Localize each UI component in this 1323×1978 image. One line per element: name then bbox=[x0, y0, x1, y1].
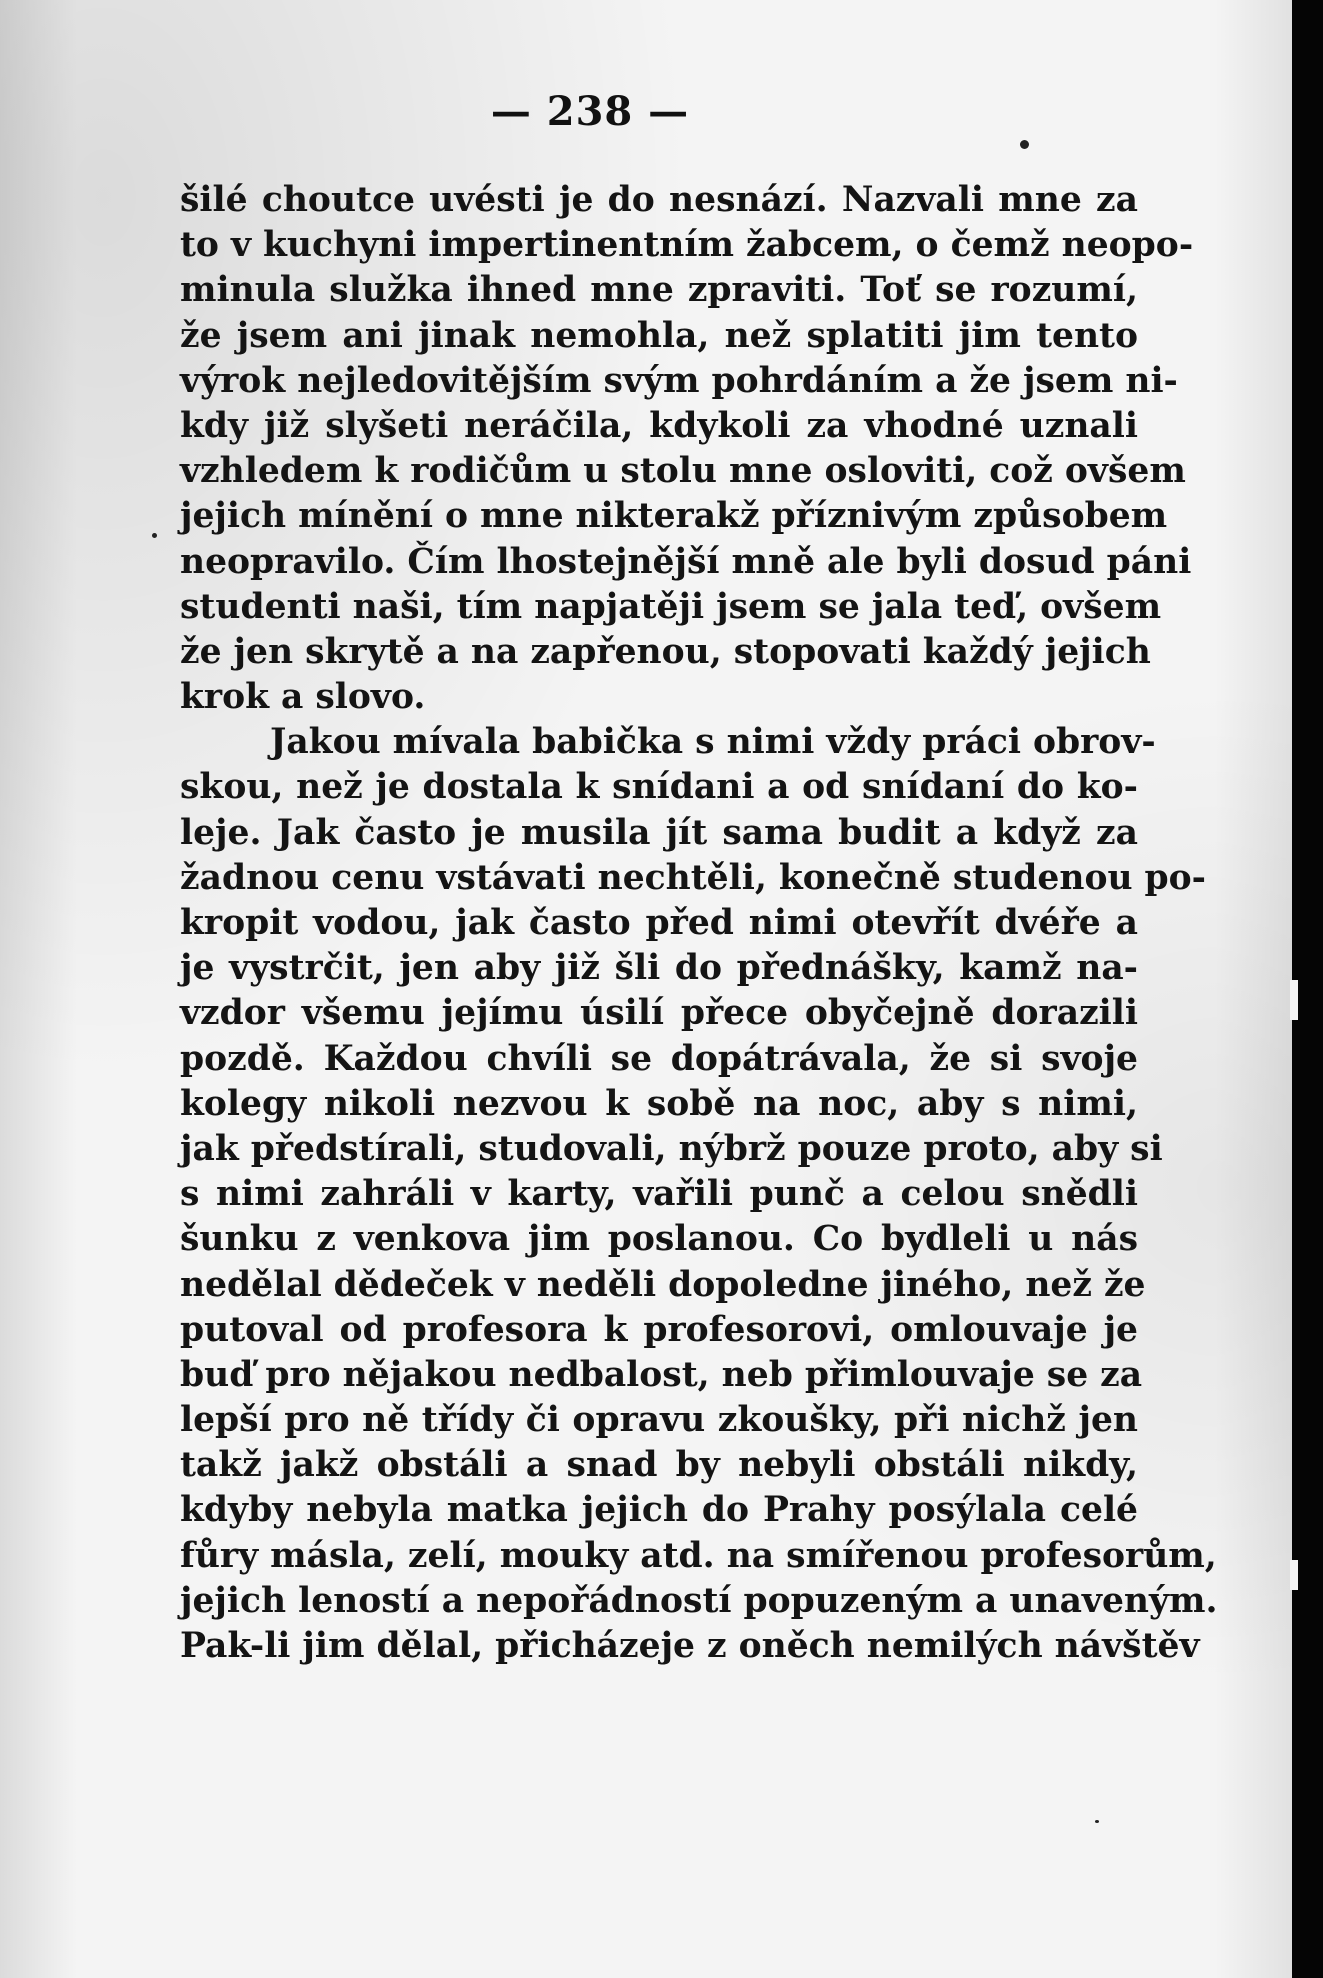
text-line: je vystrčit, jen aby již šli do přednášky, kamž na- bbox=[180, 948, 1138, 989]
text-line: výrok nejledovitějším svým pohrdáním a že jsem ni- bbox=[180, 360, 1178, 401]
page-number: — 238 — bbox=[490, 88, 690, 135]
text-line: takž jakž obstáli a snad by nebyli obstáli nikdy, bbox=[180, 1445, 1138, 1486]
text-line: nedělal dědeček v neděli dopoledne jiného, než že bbox=[180, 1264, 1146, 1305]
text-line: vzhledem k rodičům u stolu mne osloviti, což ovšem bbox=[180, 451, 1186, 492]
text-line: Jakou mívala babička s nimi vždy práci obrov- bbox=[270, 722, 1156, 763]
text-line: že jsem ani jinak nemohla, než splatiti jim tento bbox=[180, 315, 1138, 356]
text-line: minula služka ihned mne zpraviti. Toť se rozumí, bbox=[180, 270, 1138, 311]
text-line: vzdor všemu jejímu úsilí přece obyčejně dorazili bbox=[180, 993, 1138, 1034]
text-line: kdy již slyšeti neráčila, kdykoli za vhodné uznali bbox=[180, 405, 1138, 446]
text-line: Pak-li jim dělal, přicházeje z oněch nemilých návštěv bbox=[180, 1626, 1200, 1666]
text-line: lepší pro ně třídy či opravu zkoušky, při nichž jen bbox=[180, 1400, 1138, 1441]
text-line: jejich leností a nepořádností popuzeným a unaveným. bbox=[180, 1580, 1218, 1621]
text-line: krok a slovo. bbox=[180, 677, 426, 718]
ink-speck bbox=[1095, 1820, 1099, 1823]
text-line: s nimi zahráli v karty, vařili punč a celou snědli bbox=[180, 1174, 1138, 1215]
scan-edge-mark bbox=[1290, 1560, 1298, 1590]
text-line: fůry másla, zelí, mouky atd. na smířenou profesorům, bbox=[180, 1535, 1217, 1576]
ink-speck bbox=[152, 533, 157, 538]
text-line: žadnou cenu vstávati nechtěli, konečně studenou po- bbox=[180, 857, 1207, 898]
text-line: to v kuchyni impertinentním žabcem, o čemž neopo- bbox=[180, 225, 1194, 266]
text-line: skou, než je dostala k snídani a od snídaní do ko- bbox=[180, 767, 1138, 808]
text-line: putoval od profesora k profesorovi, omlouvaje je bbox=[180, 1309, 1138, 1350]
text-line: leje. Jak často je musila jít sama budit a když za bbox=[180, 812, 1138, 853]
text-line: buď pro nějakou nedbalost, neb přimlouvaje se za bbox=[180, 1354, 1143, 1395]
text-line: jak předstírali, studovali, nýbrž pouze proto, aby si bbox=[180, 1128, 1163, 1169]
text-line: neopravilo. Čím lhostejnější mně ale byli dosud páni bbox=[180, 541, 1192, 582]
body-text bbox=[180, 178, 1218, 1669]
text-line: kolegy nikoli nezvou k sobě na noc, aby s nimi, bbox=[180, 1083, 1138, 1124]
text-line: kropit vodou, jak často před nimi otevřít dvéře a bbox=[180, 903, 1138, 943]
text-line: jejich mínění o mne nikterakž příznivým způsobem bbox=[180, 496, 1168, 537]
ink-speck bbox=[1020, 140, 1029, 149]
text-line: že jen skrytě a na zapřenou, stopovati každý jejich bbox=[180, 631, 1151, 672]
text-line: studenti naši, tím napjatěji jsem se jala teď, ovšem bbox=[180, 586, 1162, 627]
text-line: šilé choutce uvésti je do nesnází. Nazvali mne za bbox=[180, 180, 1138, 220]
text-line: pozdě. Každou chvíli se dopátrávala, že si svoje bbox=[180, 1038, 1138, 1079]
scan-edge-mark bbox=[1290, 980, 1298, 1020]
text-line: šunku z venkova jim poslanou. Co bydleli u nás bbox=[180, 1219, 1138, 1260]
text-line: kdyby nebyla matka jejich do Prahy posýlala celé bbox=[180, 1490, 1138, 1531]
